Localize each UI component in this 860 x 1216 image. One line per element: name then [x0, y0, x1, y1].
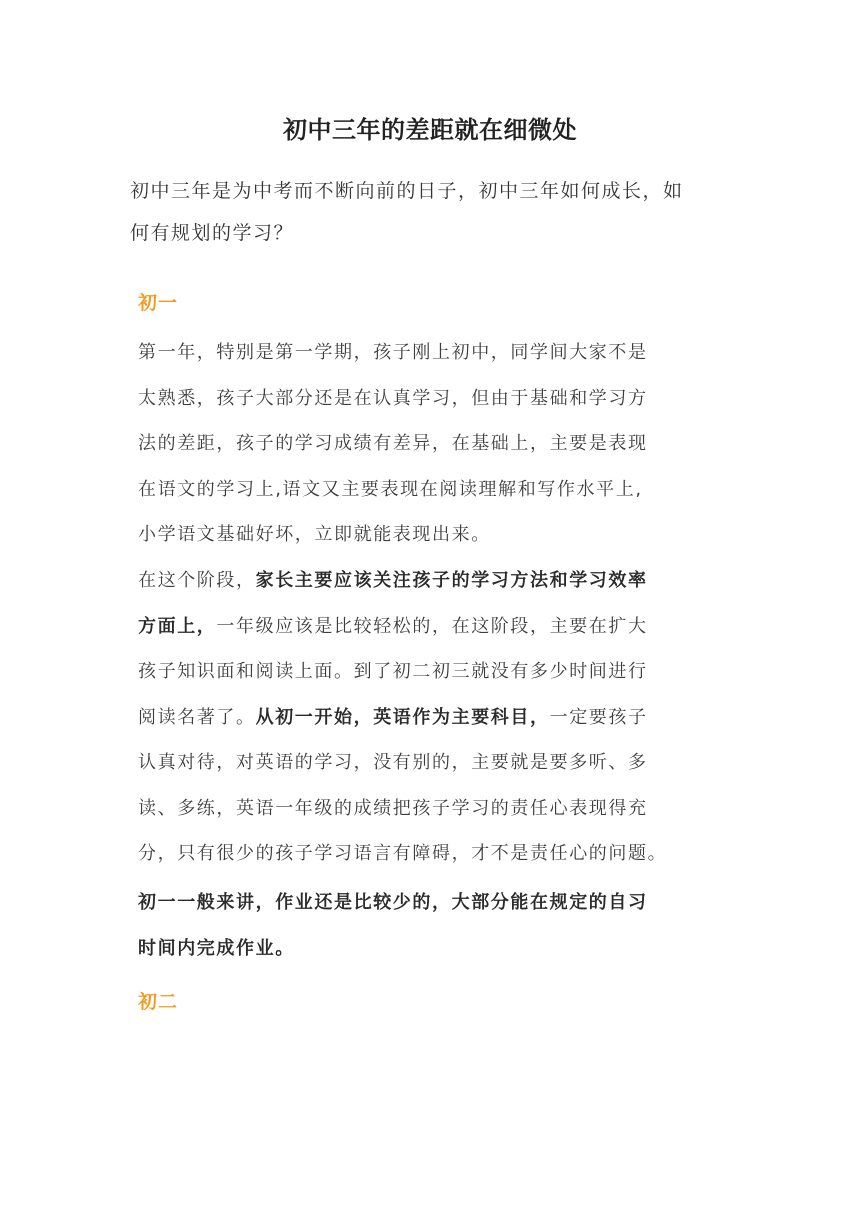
paragraph-line [138, 695, 728, 741]
paragraph-line [138, 558, 728, 604]
section-1-paragraph-1 [138, 330, 728, 558]
section-heading-chu-yi: 初一 [138, 292, 179, 314]
paragraph-line: 初一一般来讲，作业还是比较少的，大部分能在规定的自习 [138, 892, 648, 913]
bold-text-run: 从初一开始，英语作为主要科目， [255, 706, 550, 728]
bold-text-run: 方面上， [138, 615, 217, 637]
document-title: 初中三年的差距就在细微处 [283, 116, 577, 144]
paragraph-line: 分，只有很少的孩子学习语言有障碍，才不是责任心的问题。 [138, 843, 668, 864]
bold-text-run: 家长主要应该关注孩子的学习方法和学习效率 [255, 570, 648, 591]
paragraph-line: 认真对待，对英语的学习，没有别的，主要就是要多听、多 [138, 752, 648, 773]
paragraph-line: 时间内完成作业。 [138, 937, 295, 959]
paragraph-line: 太熟悉，孩子大部分还是在认真学习，但由于基础和学习方 [138, 387, 648, 409]
paragraph-line [138, 604, 728, 650]
text-run: 阅读名著了。 [138, 706, 256, 728]
intro-paragraph [130, 170, 735, 254]
section-1-paragraph-3 [138, 880, 728, 971]
text-run: 一定要孩子 [549, 706, 648, 728]
intro-line: 初中三年是为中考而不断向前的日子，初中三年如何成长，如 [130, 180, 684, 202]
paragraph-line: 孩子知识面和阅读上面。到了初二初三就没有多少时间进行 [138, 661, 648, 682]
text-run: 在这个阶段， [138, 570, 256, 591]
intro-line: 何有规划的学习？ [130, 222, 295, 244]
paragraph-line: 读、多练，英语一年级的成绩把孩子学习的责任心表现得充 [138, 797, 648, 819]
section-heading-chu-er: 初二 [138, 991, 179, 1013]
paragraph-line: 法的差距，孩子的学习成绩有差异，在基础上，主要是表现 [138, 433, 648, 454]
paragraph-line: 在语文的学习上,语文又主要表现在阅读理解和写作水平上, [138, 478, 643, 500]
section-1-paragraph-2 [138, 558, 728, 877]
paragraph-line: 第一年，特别是第一学期，孩子刚上初中，同学间大家不是 [138, 342, 648, 363]
paragraph-line: 小学语文基础好坏，立即就能表现出来。 [138, 524, 491, 545]
text-run: 一年级应该是比较轻松的，在这阶段，主要在扩大 [216, 615, 648, 637]
